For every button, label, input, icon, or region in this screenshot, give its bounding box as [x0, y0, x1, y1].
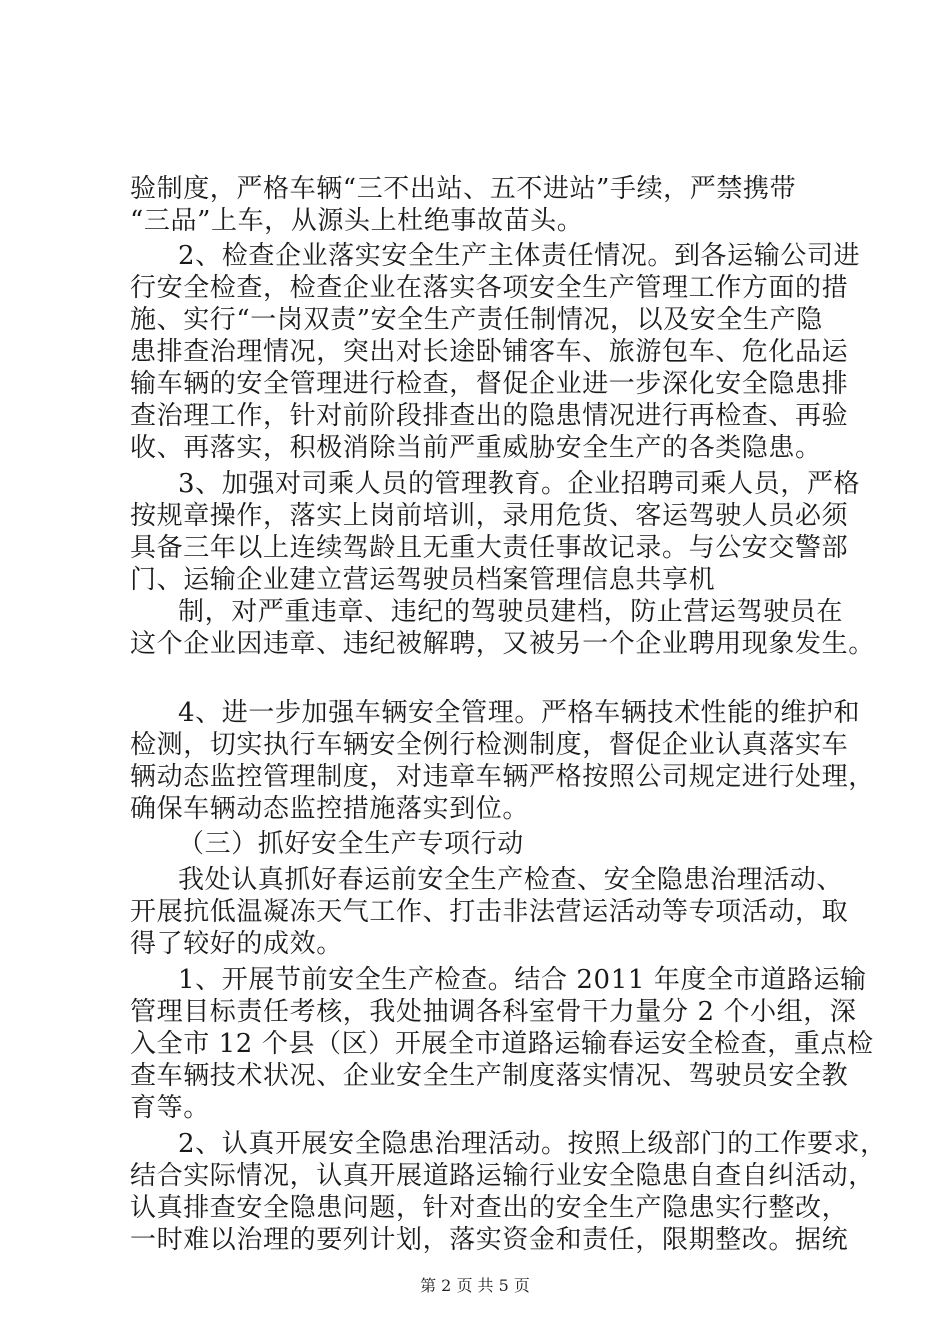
body-text-line: 确保车辆动态监控措施落实到位。	[130, 794, 530, 824]
paragraph-start-line: 4、进一步加强车辆安全管理。严格车辆技术性能的维护和	[178, 698, 861, 728]
body-text-line: 按规章操作，落实上岗前培训，录用危货、客运驾驶人员必须	[130, 501, 849, 531]
body-text-line: 开展抗低温凝冻天气工作、打击非法营运活动等专项活动，取	[130, 897, 849, 927]
body-text-line: 患排查治理情况，突出对长途卧铺客车、旅游包车、危化品运	[130, 337, 849, 367]
body-text-line: 施、实行“一岗双责”安全生产责任制情况，以及安全生产隐	[130, 305, 823, 335]
paragraph-start-line: 我处认真抓好春运前安全生产检查、安全隐患治理活动、	[178, 865, 844, 895]
body-text-line: 验制度，严格车辆“三不出站、五不进站”手续，严禁携带	[130, 174, 797, 204]
body-text-line: 收、再落实，积极消除当前严重威胁安全生产的各类隐患。	[130, 433, 822, 463]
body-text-line: 具备三年以上连续驾龄且无重大责任事故记录。与公安交警部	[130, 533, 849, 563]
body-text-line: 育等。	[130, 1093, 210, 1123]
body-text-line: 结合实际情况，认真开展道路运输行业安全隐患自查自纠活动，	[130, 1161, 875, 1191]
body-text-line: 得了较好的成效。	[130, 929, 343, 959]
body-text-line: 管理目标责任考核，我处抽调各科室骨干力量分 2 个小组，深	[130, 997, 857, 1027]
paragraph-start-line: 2、检查企业落实安全生产主体责任情况。到各运输公司进	[178, 241, 861, 271]
paragraph-start-line: 1、开展节前安全生产检查。结合 2011 年度全市道路运输	[178, 965, 867, 995]
body-text-line: 查治理工作，针对前阶段排查出的隐患情况进行再检查、再验	[130, 401, 849, 431]
body-text-line: 认真排查安全隐患问题，针对查出的安全生产隐患实行整改，	[130, 1193, 849, 1223]
body-text-line: 一时难以治理的要列计划，落实资金和责任，限期整改。据统	[130, 1225, 849, 1255]
body-text-line: “三品”上车，从源头上杜绝事故苗头。	[130, 206, 584, 236]
section-heading: （三）抓好安全生产专项行动	[178, 829, 524, 859]
body-text-line: 辆动态监控管理制度，对违章车辆严格按照公司规定进行处理，	[130, 762, 875, 792]
paragraph-start-line: 2、认真开展安全隐患治理活动。按照上级部门的工作要求，	[178, 1129, 887, 1159]
paragraph-start-line: 3、加强对司乘人员的管理教育。企业招聘司乘人员，严格	[178, 469, 861, 499]
body-text-line: 检测，切实执行车辆安全例行检测制度，督促企业认真落实车	[130, 730, 849, 760]
body-text-line: 入全市 12 个县（区）开展全市道路运输春运安全检查，重点检	[130, 1029, 874, 1059]
body-text-line: 这个企业因违章、违纪被解聘，又被另一个企业聘用现象发生。	[130, 629, 875, 659]
body-text-line: 门、运输企业建立营运驾驶员档案管理信息共享机	[130, 565, 716, 595]
body-text-line: 输车辆的安全管理进行检查，督促企业进一步深化安全隐患排	[130, 369, 849, 399]
body-text-line: 行安全检查，检查企业在落实各项安全生产管理工作方面的措	[130, 273, 849, 303]
page-number-footer: 第 2 页 共 5 页	[420, 1276, 530, 1295]
body-text-line: 制，对严重违章、违纪的驾驶员建档，防止营运驾驶员在	[178, 597, 844, 627]
body-text-line: 查车辆技术状况、企业安全生产制度落实情况、驾驶员安全教	[130, 1061, 849, 1091]
